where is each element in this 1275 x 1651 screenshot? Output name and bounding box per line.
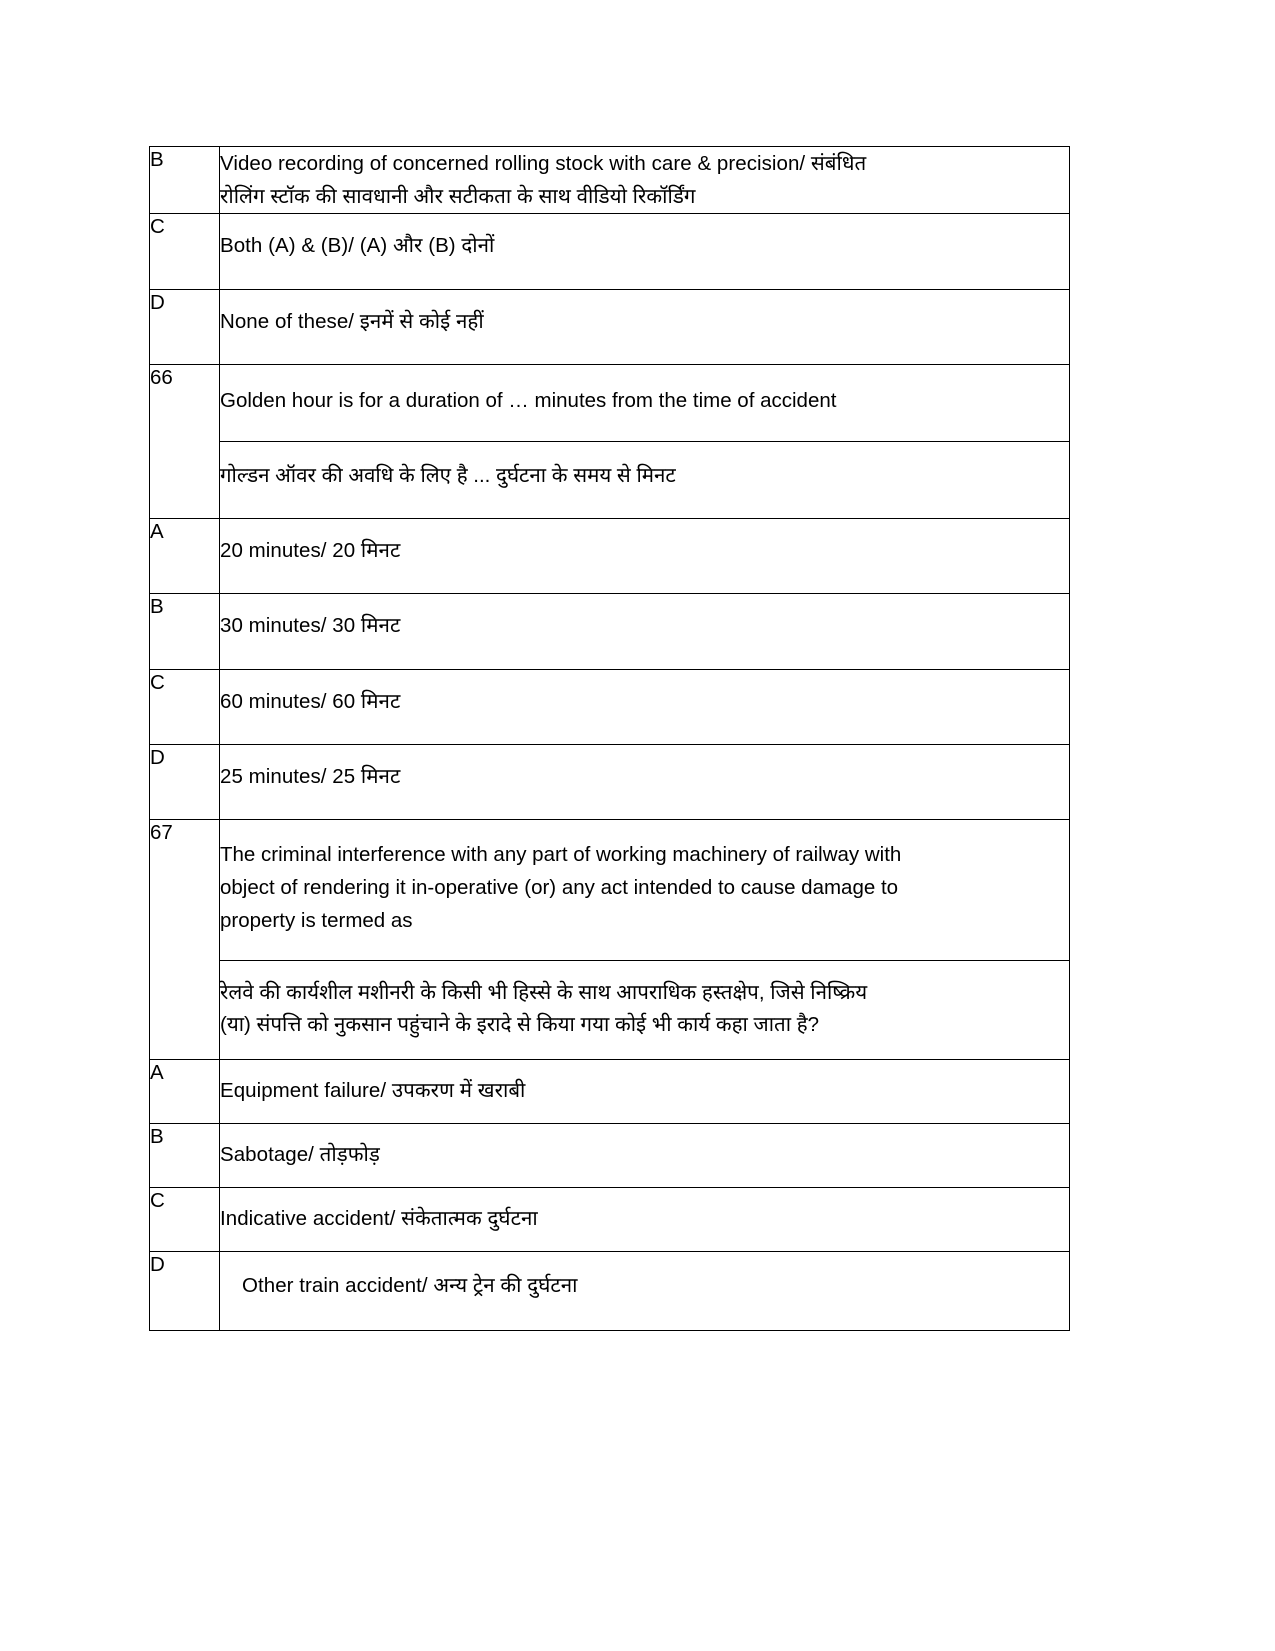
option-label: D bbox=[150, 289, 220, 364]
option-text bbox=[220, 1187, 1070, 1251]
option-text-line: Other train accident/ अन्य ट्रेन की दुर्घटना bbox=[242, 1274, 578, 1298]
question-english-line: property is termed as bbox=[220, 909, 413, 933]
option-text-line: Video recording of concerned rolling stock with care & precision/ संबंधित bbox=[220, 152, 867, 175]
table-row bbox=[150, 214, 1070, 289]
option-text bbox=[220, 214, 1070, 289]
table-row-question-66 bbox=[150, 364, 1070, 518]
option-text bbox=[220, 1123, 1070, 1187]
option-text bbox=[220, 669, 1070, 744]
question-table bbox=[149, 146, 1070, 1331]
question-hindi-text: गोल्डन ऑवर की अवधि के लिए है ... दुर्घटना के समय से मिनट bbox=[220, 442, 1069, 519]
question-hindi-line: (या) संपत्ति को नुकसान पहुंचाने के इरादे से किया गया कोई भी कार्य कहा जाता है? bbox=[220, 1012, 819, 1036]
option-text bbox=[220, 519, 1070, 594]
option-label: A bbox=[150, 1059, 220, 1123]
table-row bbox=[150, 669, 1070, 744]
question-body bbox=[220, 364, 1070, 518]
option-label: B bbox=[150, 147, 220, 214]
question-english-text: Golden hour is for a duration of … minutes from the time of accident bbox=[220, 365, 1069, 442]
option-label: D bbox=[150, 1252, 220, 1331]
question-body bbox=[220, 820, 1070, 1060]
question-english-line: The criminal interference with any part of working machinery of railway with bbox=[220, 843, 902, 867]
option-text bbox=[220, 1059, 1070, 1123]
question-english-line: object of rendering it in-operative (or) any act intended to cause damage to bbox=[220, 876, 899, 900]
option-label: C bbox=[150, 1187, 220, 1251]
option-label: A bbox=[150, 519, 220, 594]
question-hindi-row bbox=[220, 442, 1069, 519]
table-row bbox=[150, 1187, 1070, 1251]
table-row bbox=[150, 519, 1070, 594]
option-label: B bbox=[150, 594, 220, 669]
option-text bbox=[220, 744, 1070, 819]
option-text-line: 60 minutes/ 60 मिनट bbox=[220, 689, 401, 713]
option-text-line: 30 minutes/ 30 मिनट bbox=[220, 614, 401, 638]
table-row bbox=[150, 1252, 1070, 1331]
question-hindi-row bbox=[220, 960, 1069, 1058]
option-label: B bbox=[150, 1123, 220, 1187]
option-text-line: None of these/ इनमें से कोई नहीं bbox=[220, 309, 484, 333]
table-row bbox=[150, 594, 1070, 669]
option-text-line: 25 minutes/ 25 मिनट bbox=[220, 764, 401, 788]
option-text bbox=[220, 147, 1070, 214]
option-text-line: Both (A) & (B)/ (A) और (B) दोनों bbox=[220, 234, 495, 258]
question-split bbox=[220, 820, 1069, 1059]
option-label: C bbox=[150, 214, 220, 289]
table-row bbox=[150, 289, 1070, 364]
table-row bbox=[150, 1059, 1070, 1123]
question-english-text bbox=[220, 820, 1069, 960]
question-number: 66 bbox=[150, 364, 220, 518]
question-split bbox=[220, 365, 1069, 518]
table-row-question-67 bbox=[150, 820, 1070, 1060]
option-text bbox=[220, 594, 1070, 669]
question-number: 67 bbox=[150, 820, 220, 1060]
option-text bbox=[220, 1252, 1070, 1331]
option-text-line: Sabotage/ तोड़फोड़ bbox=[220, 1142, 380, 1166]
table-row bbox=[150, 1123, 1070, 1187]
option-text-line: Indicative accident/ संकेतात्मक दुर्घटना bbox=[220, 1206, 538, 1230]
option-text-line: 20 minutes/ 20 मिनट bbox=[220, 539, 401, 563]
question-english-row bbox=[220, 820, 1069, 960]
option-text-line: Equipment failure/ उपकरण में खराबी bbox=[220, 1078, 526, 1102]
option-label: D bbox=[150, 744, 220, 819]
question-hindi-text bbox=[220, 960, 1069, 1058]
question-english-row bbox=[220, 365, 1069, 442]
table-row bbox=[150, 744, 1070, 819]
option-text-line: रोलिंग स्टॉक की सावधानी और सटीकता के साथ वीडियो रिकॉर्डिंग bbox=[220, 185, 696, 209]
option-text bbox=[220, 289, 1070, 364]
option-label: C bbox=[150, 669, 220, 744]
question-hindi-line: रेलवे की कार्यशील मशीनरी के किसी भी हिस्से के साथ आपराधिक हस्तक्षेप, जिसे निष्क्रिय bbox=[220, 980, 868, 1004]
table-row bbox=[150, 147, 1070, 214]
